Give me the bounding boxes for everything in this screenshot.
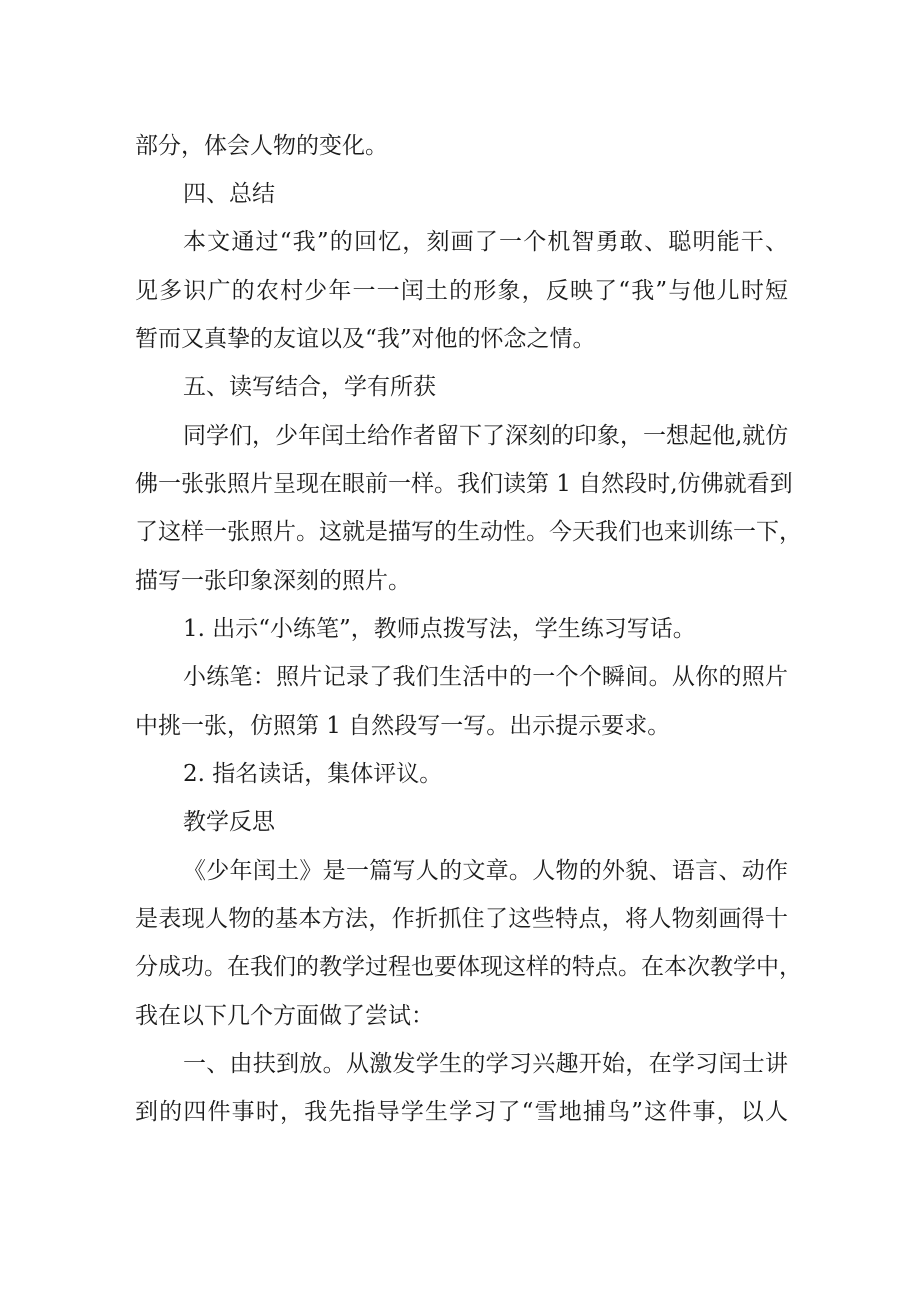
text-line: 一、由扶到放。从激发学生的学习兴趣开始，在学习闰士讲 [183, 1051, 788, 1077]
list-item: 2. 指名读话，集体评议。 [183, 761, 443, 787]
text-line: 中挑一张，仿照第 1 自然段写一写。出示提示要求。 [135, 713, 671, 739]
text-line: 佛一张张照片呈现在眼前一样。我们读第 1 自然段时,仿佛就看到 [135, 471, 793, 497]
text-line: 我在以下几个方面做了尝试： [135, 1003, 434, 1029]
text-line: 到的四件事时，我先指导学生学习了“雪地捕鸟”这件事，以人 [135, 1099, 788, 1125]
text-line: 部分，体会人物的变化。 [135, 133, 388, 159]
text-line: 分成功。在我们的教学过程也要体现这样的特点。在本次教学中， [135, 954, 802, 980]
text-line: 了这样一张照片。这就是描写的生动性。今天我们也来训练一下， [135, 519, 802, 545]
text-line: 是表现人物的基本方法，作折抓住了这些特点，将人物刻画得十 [135, 906, 788, 932]
text-line: 小练笔：照片记录了我们生活中的一个个瞬间。从你的照片 [183, 664, 788, 690]
section-heading: 五、读写结合，学有所获 [183, 374, 436, 400]
list-item: 1. 出示“小练笔”，教师点拨写法，学生练习写话。 [183, 616, 696, 642]
text-line: 描写一张印象深刻的照片。 [135, 568, 411, 594]
text-line: 本文通过“我”的回忆，刻画了一个机智勇敢、聪明能干、 [183, 229, 788, 255]
section-heading: 教学反思 [183, 809, 275, 835]
text-line: 《少年闰土》是一篇写人的文章。人物的外貌、语言、动作 [183, 858, 788, 884]
section-heading: 四、总结 [183, 181, 275, 207]
text-line: 暂而又真挚的友谊以及“我”对他的怀念之情。 [135, 326, 596, 352]
text-line: 见多识广的农村少年一一闰土的形象，反映了“我”与他儿时短 [135, 278, 788, 304]
text-line: 同学们，少年闰土给作者留下了深刻的印象，一想起他,就仿 [183, 423, 789, 449]
